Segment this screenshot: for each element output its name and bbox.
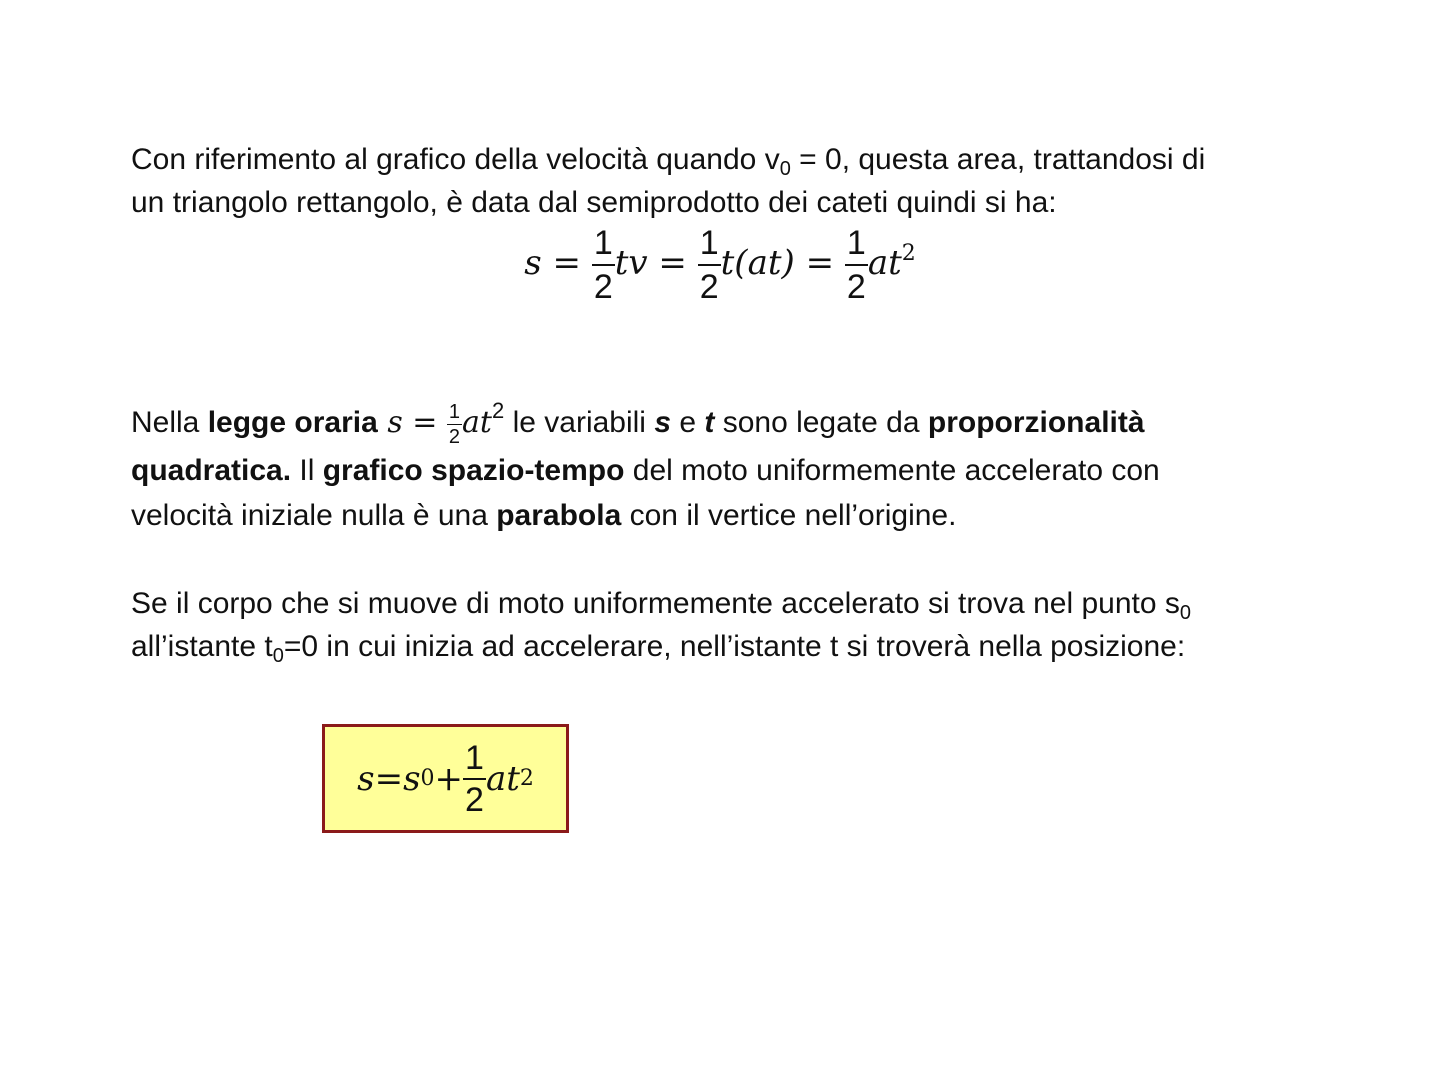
fraction-denominator: 2: [699, 268, 719, 306]
paragraph-line: [131, 398, 1331, 448]
math-term: at: [485, 758, 520, 799]
text-segment: all’istante t: [131, 630, 273, 663]
bold-term: grafico spazio-tempo: [322, 454, 625, 487]
paragraph-line: [131, 493, 1331, 538]
bold-italic-variable: s: [654, 406, 671, 439]
paragraph-line: [131, 448, 1331, 493]
bold-term: parabola: [496, 499, 622, 532]
paragraph-line: [131, 138, 1331, 181]
text-segment: e: [671, 406, 705, 439]
text-segment: del moto uniformemente accelerato con: [624, 454, 1160, 487]
math-operator: =: [647, 243, 698, 283]
formula-area-triangle: [0, 226, 1440, 304]
fraction-numerator: 1: [698, 226, 721, 266]
math-symbol: s: [403, 758, 421, 799]
text-segment: sono legate da: [714, 406, 928, 439]
paragraph-line: [131, 582, 1331, 625]
bold-italic-variable: t: [704, 406, 715, 439]
fraction-denominator: 2: [846, 268, 866, 306]
math-operator: =: [541, 243, 592, 283]
math-term: at: [867, 243, 902, 283]
paragraph-area-explanation: [131, 138, 1331, 224]
text-segment: Nella: [131, 406, 208, 439]
text-segment: con il vertice nell’origine.: [621, 499, 957, 532]
fraction-numerator: 1: [463, 741, 486, 780]
bold-term: quadratica.: [131, 454, 292, 487]
math-exponent: 2: [492, 398, 505, 423]
fraction-numerator: 1: [592, 226, 615, 266]
fraction-half: [698, 226, 721, 304]
text-segment: velocità iniziale nulla è una: [131, 499, 497, 532]
text-segment: = 0, questa area, trattandosi di: [790, 143, 1206, 176]
math-inline: s =: [377, 405, 447, 440]
math-term: t(at): [720, 243, 795, 283]
paragraph-legge-oraria: [131, 398, 1331, 538]
bold-term: legge oraria: [207, 406, 378, 439]
bold-term: proporzionalità: [927, 406, 1145, 439]
boxed-formula-position: s = s 0 + $\frac{1}{2}$ at 2: [322, 724, 569, 833]
text-segment: Il: [291, 454, 323, 487]
fraction-half: [463, 738, 486, 819]
text-segment: Se il corpo che si muove di moto uniformemente accelerato si trova nel punto s: [131, 587, 1180, 620]
subscript: 0: [779, 158, 791, 180]
math-symbol: s: [357, 758, 375, 799]
math-operator: =: [374, 758, 404, 799]
math-term: at: [462, 405, 492, 440]
paragraph-initial-position: [131, 582, 1331, 668]
fraction-denominator: 2: [448, 425, 461, 448]
fraction-numerator: 1: [448, 400, 461, 423]
text-segment: Con riferimento al grafico della velocità quando v: [131, 143, 780, 176]
paragraph-line: un triangolo rettangolo, è data dal semiprodotto dei cateti quindi si ha:: [131, 186, 1057, 219]
text-segment: le variabili: [504, 406, 655, 439]
paragraph-line: [131, 625, 1331, 668]
math-symbol: s: [524, 243, 542, 283]
math-exponent: 2: [901, 241, 916, 266]
fraction-half: [845, 226, 868, 304]
subscript: 0: [1179, 602, 1191, 624]
math-operator: +: [434, 758, 464, 799]
fraction-half-inline: [447, 402, 462, 447]
fraction-denominator: 2: [593, 268, 613, 306]
math-operator: =: [794, 243, 845, 283]
text-segment: =0 in cui inizia ad accelerare, nell’istante t si troverà nella posizione:: [283, 630, 1186, 663]
fraction-numerator: 1: [845, 226, 868, 266]
math-term: tv: [614, 243, 648, 283]
subscript: 0: [272, 645, 284, 667]
fraction-half: [592, 226, 615, 304]
fraction-denominator: 2: [465, 780, 484, 819]
